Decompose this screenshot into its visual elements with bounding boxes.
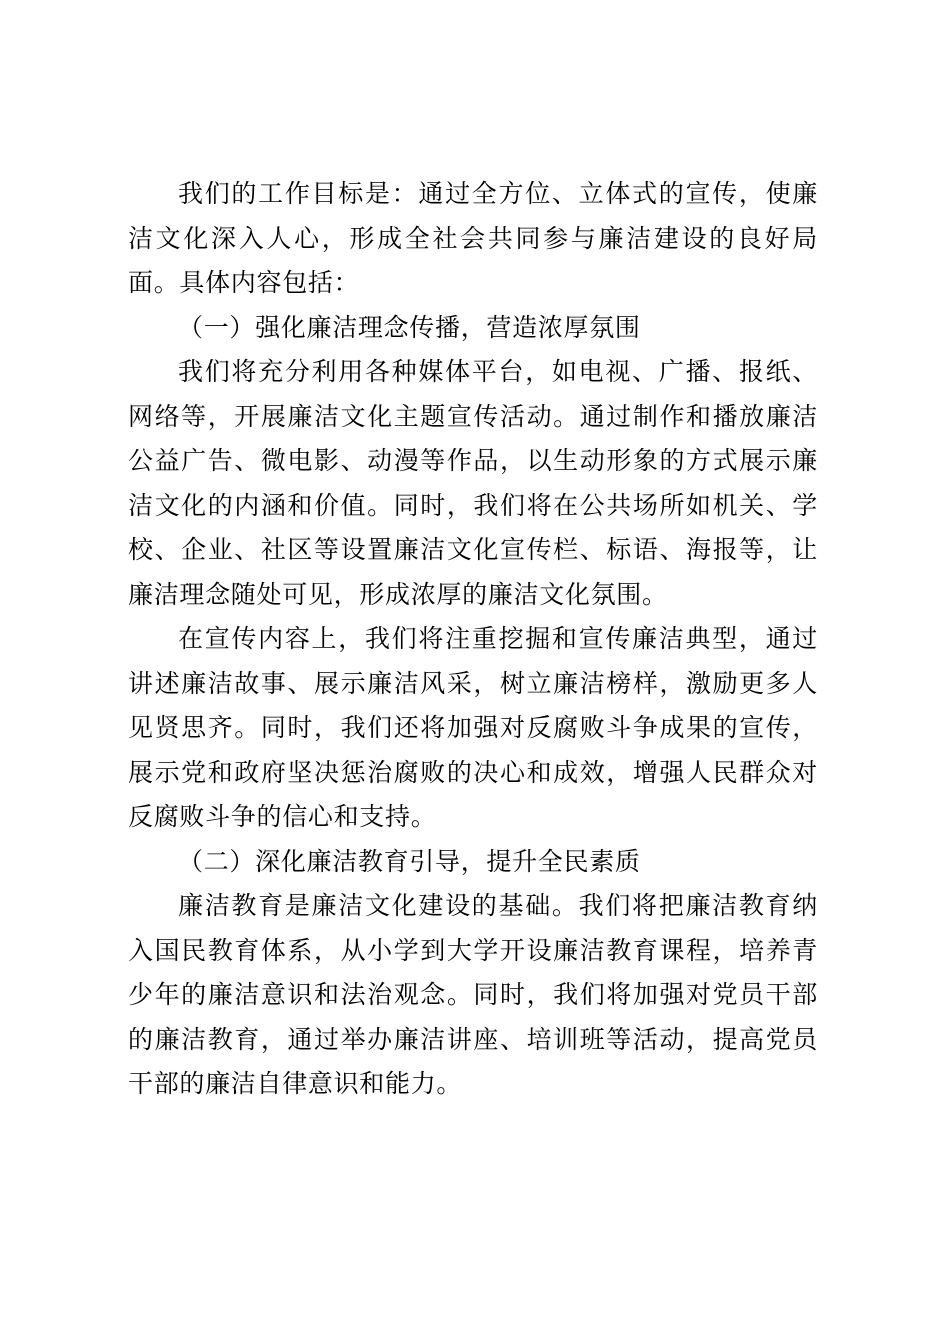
section-2-paragraph-1: 廉洁教育是廉洁文化建设的基础。我们将把廉洁教育纳入国民教育体系，从小学到大学开设廉洁教育课程，培养青少年的廉洁意识和法治观念。同时，我们将加强对党员干部的廉洁教育，通过举办廉洁讲座、培训班等活动，提高党员干部的廉洁自律意识和能力。: [128, 891, 818, 1098]
section-1-heading: （一）强化廉洁理念传播，营造浓厚氛围: [178, 312, 641, 342]
intro-paragraph: 我们的工作目标是：通过全方位、立体式的宣传，使廉洁文化深入人心，形成全社会共同参与廉洁建设的良好局面。具体内容包括：: [128, 179, 818, 297]
section-1-paragraph-2: 在宣传内容上，我们将注重挖掘和宣传廉洁典型，通过讲述廉洁故事、展示廉洁风采，树立廉洁榜样，激励更多人见贤思齐。同时，我们还将加强对反腐败斗争成果的宣传，展示党和政府坚决惩治腐败的决心和成效，增强人民群众对反腐败斗争的信心和支持。: [128, 624, 818, 831]
section-2-heading: （二）深化廉洁教育引导，提升全民素质: [178, 846, 641, 876]
document-body: [128, 172, 818, 1107]
section-1-paragraph-1: 我们将充分利用各种媒体平台，如电视、广播、报纸、网络等，开展廉洁文化主题宣传活动。通过制作和播放廉洁公益广告、微电影、动漫等作品，以生动形象的方式展示廉洁文化的内涵和价值。同时，我们将在公共场所如机关、学校、企业、社区等设置廉洁文化宣传栏、标语、海报等，让廉洁理念随处可见，形成浓厚的廉洁文化氛围。: [128, 357, 818, 609]
